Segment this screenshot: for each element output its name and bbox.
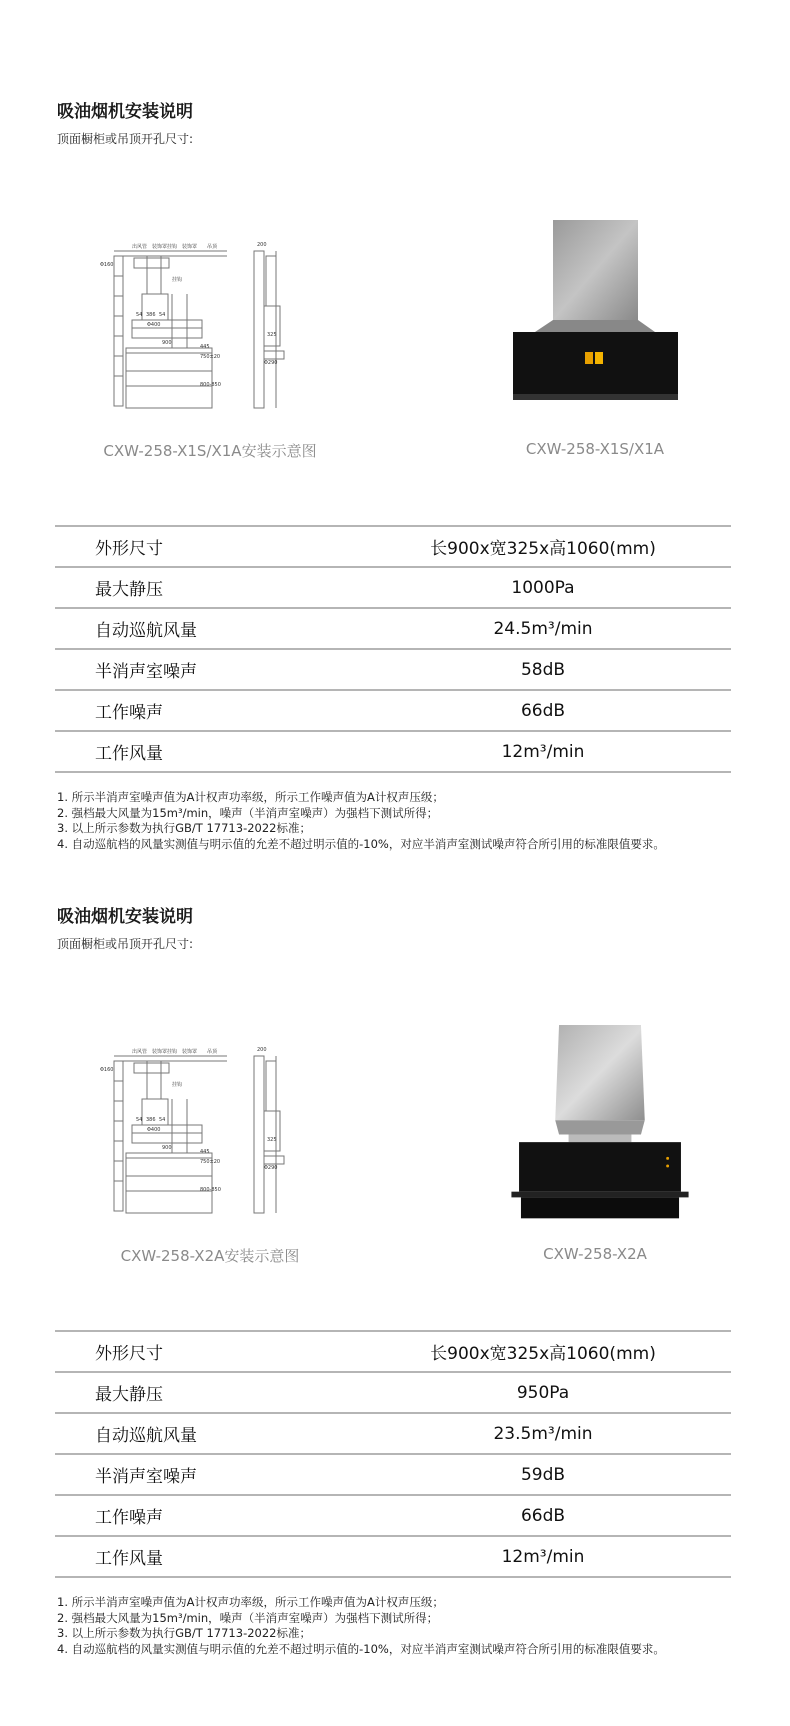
diagram-label: 装饰罩 [182, 1049, 198, 1055]
spec-label: 自动巡航风量 [95, 621, 197, 641]
footnote: 3. 以上所示参数为执行GB/T 17713-2022标准； [57, 1626, 311, 1640]
diagram-label: 445 [200, 344, 210, 350]
table-row [55, 1495, 731, 1536]
diagram-label: 装饰罩 [182, 244, 198, 250]
table-row [55, 1536, 731, 1577]
diagram-label: 54 [136, 1117, 143, 1123]
diagram-label: 出风管 [132, 244, 148, 250]
diagram-label: 900 [162, 1145, 172, 1151]
diagram-label: Φ400 [147, 1127, 161, 1133]
diagram-label: 挂钩 [172, 277, 183, 283]
table-row [55, 731, 731, 772]
spec-value: 长900x宽325x高1060(mm) [430, 539, 656, 559]
footnote: 1. 所示半消声室噪声值为A计权声功率级，所示工作噪声值为A计权声压级； [57, 1595, 444, 1609]
diagram-label: 800-850 [200, 1187, 221, 1193]
spec-label: 最大静压 [95, 580, 163, 600]
diagram-caption: CXW-258-X1S/X1A安装示意图 [103, 442, 317, 460]
table-row [55, 1331, 731, 1372]
diagram-label: 装饰罩挂钩 [152, 1049, 178, 1055]
diagram-label: Φ290 [264, 360, 278, 366]
spec-value: 长900x宽325x高1060(mm) [430, 1344, 656, 1364]
diagram-label: 54 [136, 312, 143, 318]
installation-diagram [92, 236, 322, 436]
spec-value: 23.5m³/min [493, 1423, 593, 1444]
table-row [55, 567, 731, 608]
product-caption: CXW-258-X1S/X1A [525, 440, 665, 458]
diagram-label: Φ290 [264, 1165, 278, 1171]
spec-label: 半消声室噪声 [95, 662, 197, 682]
spec-value: 59dB [520, 1464, 566, 1485]
diagram-label: 200 [257, 242, 267, 248]
section-title: 吸油烟机安装说明 [57, 102, 193, 122]
diagram-label: 800-850 [200, 382, 221, 388]
diagram-label: Φ160 [100, 1067, 114, 1073]
spec-label: 半消声室噪声 [95, 1467, 197, 1487]
diagram-label: 出风管 [132, 1049, 148, 1055]
spec-value: 58dB [520, 659, 566, 680]
diagram-label: 54 [159, 312, 166, 318]
spec-label: 外形尺寸 [95, 1344, 163, 1364]
spec-value: 66dB [520, 700, 566, 721]
spec-value: 12m³/min [501, 1546, 585, 1567]
spec-label: 外形尺寸 [95, 539, 163, 559]
diagram-label: 54 [159, 1117, 166, 1123]
footnote: 4. 自动巡航档的风量实测值与明示值的允差不超过明示值的-10%，对应半消声室测试噪声符合所引用的标准限值要求。 [57, 1641, 665, 1656]
spec-label: 工作噪声 [95, 1508, 163, 1528]
spec-label: 工作风量 [95, 744, 163, 764]
section-subtitle: 顶面橱柜或吊顶开孔尺寸: [57, 132, 194, 146]
spec-label: 工作噪声 [95, 703, 163, 723]
range-hood-image [505, 220, 695, 420]
table-row [55, 1413, 731, 1454]
diagram-label: 吊顶 [207, 1049, 218, 1055]
table-row [55, 1372, 731, 1413]
diagram-label: 750±20 [200, 1159, 221, 1165]
footnote: 1. 所示半消声室噪声值为A计权声功率级，所示工作噪声值为A计权声压级； [57, 790, 444, 804]
diagram-label: 吊顶 [207, 244, 218, 250]
spec-table [55, 1330, 731, 1578]
table-row [55, 649, 731, 690]
diagram-label: 325 [267, 332, 277, 338]
table-row [55, 526, 731, 567]
installation-diagram [92, 1041, 322, 1241]
diagram-label: 445 [200, 1149, 210, 1155]
spec-value: 24.5m³/min [493, 618, 593, 639]
spec-table [55, 525, 731, 773]
spec-label: 自动巡航风量 [95, 1426, 197, 1446]
diagram-label: 325 [267, 1137, 277, 1143]
section-title: 吸油烟机安装说明 [57, 907, 193, 927]
diagram-label: 200 [257, 1047, 267, 1053]
diagram-label: 装饰罩挂钩 [152, 244, 178, 250]
table-row [55, 1454, 731, 1495]
diagram-label: 386 [146, 1117, 156, 1123]
range-hood-image [505, 1025, 695, 1225]
product-caption: CXW-258-X2A [543, 1245, 647, 1263]
spec-value: 12m³/min [501, 741, 585, 762]
spec-value: 1000Pa [511, 577, 575, 598]
footnotes [57, 1595, 665, 1657]
diagram-label: 900 [162, 340, 172, 346]
table-row [55, 690, 731, 731]
diagram-label: 750±20 [200, 354, 221, 360]
footnote: 2. 强档最大风量为15m³/min，噪声（半消声室噪声）为强档下测试所得； [57, 805, 439, 820]
diagram-label: Φ160 [100, 262, 114, 268]
diagram-label: 386 [146, 312, 156, 318]
footnote: 4. 自动巡航档的风量实测值与明示值的允差不超过明示值的-10%，对应半消声室测试噪声符合所引用的标准限值要求。 [57, 836, 665, 851]
section-subtitle: 顶面橱柜或吊顶开孔尺寸: [57, 937, 194, 951]
footnote: 2. 强档最大风量为15m³/min，噪声（半消声室噪声）为强档下测试所得； [57, 1610, 439, 1625]
spec-value: 66dB [520, 1505, 566, 1526]
spec-value: 950Pa [516, 1382, 570, 1403]
footnotes [57, 790, 665, 852]
spec-label: 工作风量 [95, 1549, 163, 1569]
footnote: 3. 以上所示参数为执行GB/T 17713-2022标准； [57, 821, 311, 835]
diagram-label: Φ400 [147, 322, 161, 328]
diagram-caption: CXW-258-X2A安装示意图 [120, 1247, 300, 1265]
diagram-label: 挂钩 [172, 1082, 183, 1088]
spec-label: 最大静压 [95, 1385, 163, 1405]
table-row [55, 608, 731, 649]
